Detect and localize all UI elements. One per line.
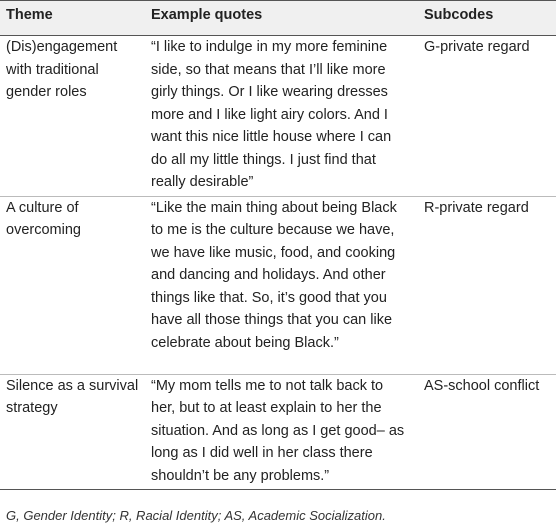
theme-cell: (Dis)engagement with traditional gender roles <box>6 39 118 100</box>
subcode-cell: R-private regard <box>424 199 529 216</box>
quote-cell: “My mom tells me to not talk back to her, but to at least explain to her the situation. And as long as I get good– as long as I did well in her class there shouldn’t be any problems.” <box>151 377 405 484</box>
table-row <box>0 36 556 197</box>
subcode-cell: AS-school conflict <box>424 377 540 394</box>
header-subcodes: Subcodes <box>416 1 556 36</box>
theme-cell: A culture of overcoming <box>6 199 81 238</box>
table-row <box>0 374 556 490</box>
quote-cell: “I like to indulge in my more feminine side, so that means that I’ll like more girly things. Or I like wearing dresses more and I like light airy colors. And I want this nice little house where I can do all my little things. I just find that really desirable” <box>151 39 392 190</box>
header-theme: Theme <box>0 1 143 36</box>
table-footnote: G, Gender Identity; R, Racial Identity; AS, Academic Socialization. <box>6 508 386 523</box>
subcode-cell: G-private regard <box>424 39 530 55</box>
header-example-quotes: Example quotes <box>143 1 416 36</box>
quote-cell: “Like the main thing about being Black to me is the culture because we have, we have like music, food, and cooking and dancing and holidays. And other things like that. So, it’s good that you have all those things that you can like celebrate about being Black.” <box>151 199 397 351</box>
table-header-row <box>0 1 556 36</box>
theme-cell: Silence as a survival strategy <box>6 377 139 416</box>
table-row <box>0 196 556 374</box>
